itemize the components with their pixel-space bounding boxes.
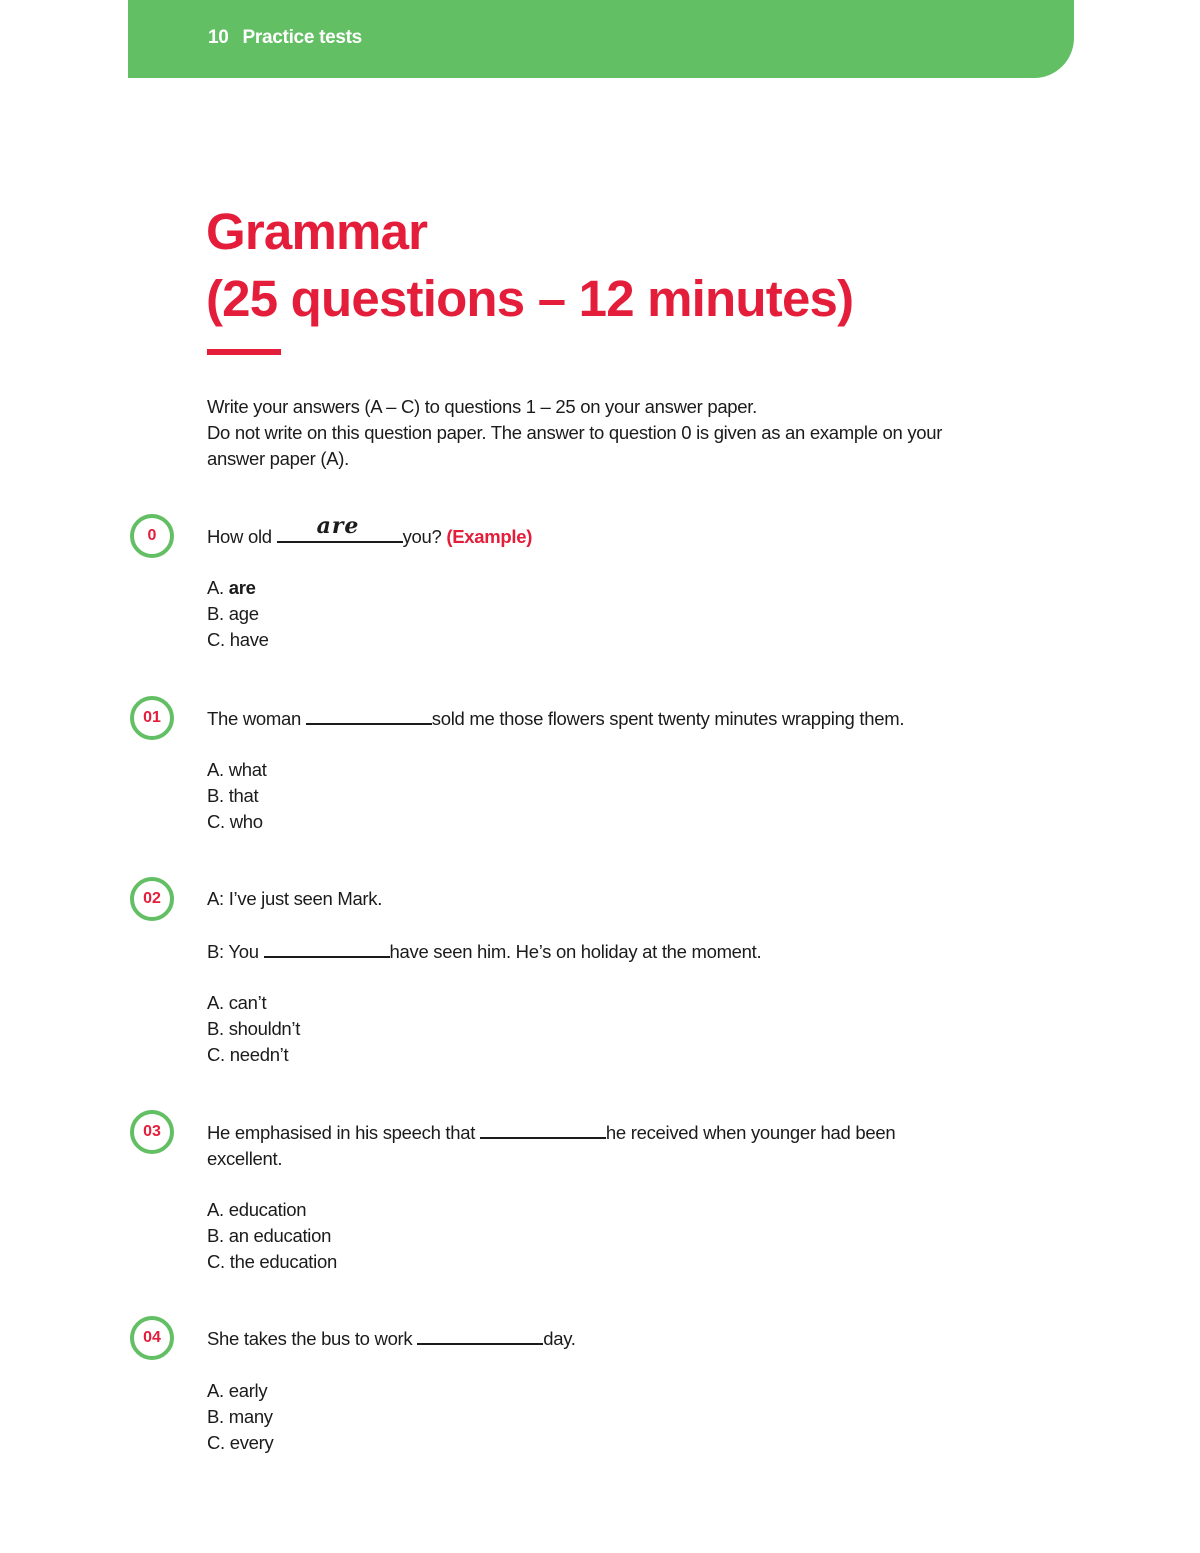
- question-number-badge: 0: [130, 514, 174, 558]
- question-number-badge: 04: [130, 1316, 174, 1360]
- answer-options: [207, 1378, 273, 1456]
- option-c: C. have: [207, 629, 269, 650]
- question-number-badge: 03: [130, 1110, 174, 1154]
- answer-blank: [480, 1119, 606, 1139]
- question-text: He emphasised in his speech that he received when younger had been excellent.: [207, 1119, 967, 1172]
- page-title: [206, 198, 853, 332]
- option-b: B. many: [207, 1406, 273, 1427]
- option-b: B. age: [207, 603, 259, 624]
- question-text: The woman sold me those flowers spent twenty minutes wrapping them.: [207, 705, 997, 732]
- option-b: B. shouldn’t: [207, 1018, 301, 1039]
- title-line-1: Grammar: [206, 203, 428, 260]
- option-b: B. an education: [207, 1225, 332, 1246]
- title-underline-rule: [207, 349, 281, 355]
- option-c: C. needn’t: [207, 1044, 289, 1065]
- question-text: [207, 886, 997, 965]
- question-text: How old are you? (Example): [207, 513, 533, 547]
- page-number: 10: [208, 27, 229, 48]
- question-number-badge: 01: [130, 696, 174, 740]
- option-a: A. early: [207, 1380, 268, 1401]
- answer-options: [207, 757, 267, 835]
- option-a: A. education: [207, 1199, 307, 1220]
- running-header: [208, 27, 362, 49]
- instructions-line-2: Do not write on this question paper. The answer to question 0 is given as an example on your answer paper (A).: [207, 422, 943, 469]
- option-a: A. are: [207, 577, 256, 598]
- option-c: C. who: [207, 811, 263, 832]
- answer-blank: [277, 513, 403, 543]
- example-answer: are: [316, 513, 360, 539]
- option-b: B. that: [207, 785, 259, 806]
- instructions-line-1: Write your answers (A – C) to questions 1 – 25 on your answer paper.: [207, 396, 757, 417]
- option-a: A. can’t: [207, 992, 267, 1013]
- answer-blank: [417, 1325, 543, 1345]
- title-line-2: (25 questions – 12 minutes): [206, 270, 854, 327]
- dialogue-line-b: B: You have seen him. He’s on holiday at the moment.: [207, 938, 997, 965]
- option-c: C. every: [207, 1432, 274, 1453]
- answer-blank: [264, 938, 390, 958]
- answer-options: [207, 1197, 337, 1275]
- answer-blank: [306, 705, 432, 725]
- question-number-badge: 02: [130, 877, 174, 921]
- example-tag: (Example): [446, 526, 533, 547]
- question-text: She takes the bus to work day.: [207, 1325, 997, 1352]
- section-title: Practice tests: [242, 27, 362, 48]
- answer-options: [207, 990, 300, 1068]
- dialogue-line-a: A: I’ve just seen Mark.: [207, 888, 383, 909]
- option-a: A. what: [207, 759, 267, 780]
- answer-options: [207, 575, 269, 653]
- option-c: C. the education: [207, 1251, 337, 1272]
- instructions: [207, 394, 997, 472]
